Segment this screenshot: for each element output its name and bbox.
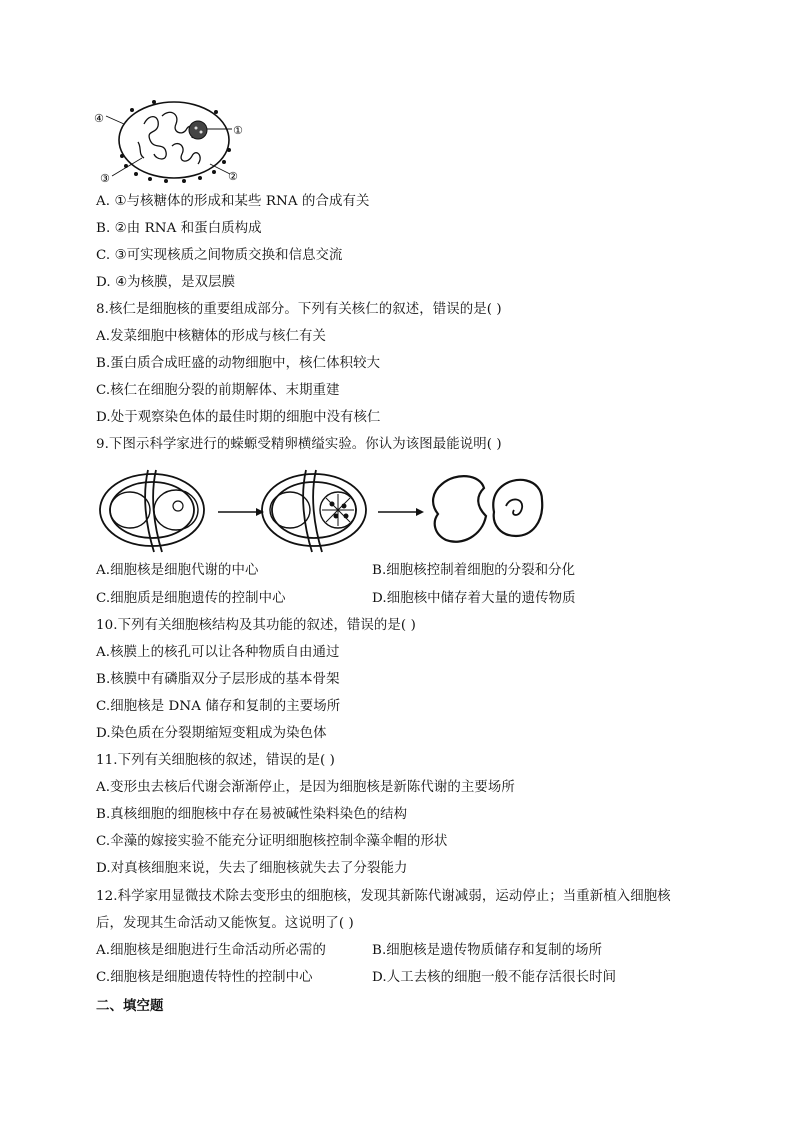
- q7-option-d: D. ④为核膜，是双层膜: [96, 275, 236, 290]
- q11-stem: 11.下列有关细胞核的叙述，错误的是( ): [96, 753, 335, 768]
- label-2: ②: [228, 170, 238, 183]
- q8-option-a: A.发菜细胞中核糖体的形成与核仁有关: [96, 329, 326, 344]
- section-heading-fill-in: 二、填空题: [96, 998, 164, 1014]
- label-3: ③: [100, 172, 110, 185]
- q9-option-d: D.细胞核中储存着大量的遗传物质: [372, 591, 576, 606]
- q12-option-d: D.人工去核的细胞一般不能存活很长时间: [372, 970, 617, 985]
- q8-option-b: B.蛋白质合成旺盛的动物细胞中，核仁体积较大: [96, 356, 381, 371]
- q11-option-c: C.伞藻的嫁接实验不能充分证明细胞核控制伞藻伞帽的形状: [96, 834, 448, 849]
- q11-option-d: D.对真核细胞来说，失去了细胞核就失去了分裂能力: [96, 861, 408, 876]
- q12-option-c: C.细胞核是细胞遗传特性的控制中心: [96, 970, 313, 985]
- q12-stem-line2: 后，发现其生命活动又能恢复。这说明了( ): [96, 916, 354, 931]
- q9-option-a: A.细胞核是细胞代谢的中心: [96, 563, 259, 578]
- nucleus-structure-figure: [92, 94, 262, 186]
- q7-option-a: A. ①与核糖体的形成和某些 RNA 的合成有关: [96, 194, 370, 209]
- q10-option-b: B.核膜中有磷脂双分子层形成的基本骨架: [96, 672, 340, 687]
- label-4: ④: [94, 112, 104, 125]
- q12-option-a: A.细胞核是细胞进行生命活动所必需的: [96, 943, 326, 958]
- q12-stem-line1: 12.科学家用显微技术除去变形虫的细胞核，发现其新陈代谢减弱，运动停止；当重新植入细胞核: [96, 889, 671, 904]
- q9-stem: 9.下图示科学家进行的蝾螈受精卵横缢实验。你认为该图最能说明( ): [96, 437, 502, 452]
- q8-stem: 8.核仁是细胞核的重要组成部分。下列有关核仁的叙述，错误的是( ): [96, 302, 502, 317]
- q12-option-b: B.细胞核是遗传物质储存和复制的场所: [372, 943, 603, 958]
- q9-option-c: C.细胞质是细胞遗传的控制中心: [96, 591, 286, 606]
- q8-option-c: C.核仁在细胞分裂的前期解体、末期重建: [96, 383, 340, 398]
- q7-option-b: B. ②由 RNA 和蛋白质构成: [96, 221, 262, 236]
- q11-option-a: A.变形虫去核后代谢会渐渐停止，是因为细胞核是新陈代谢的主要场所: [96, 780, 515, 795]
- q8-option-d: D.处于观察染色体的最佳时期的细胞中没有核仁: [96, 410, 381, 425]
- q10-option-c: C.细胞核是 DNA 储存和复制的主要场所: [96, 699, 341, 714]
- q7-option-c: C. ③可实现核质之间物质交换和信息交流: [96, 248, 343, 263]
- q10-option-d: D.染色质在分裂期缩短变粗成为染色体: [96, 726, 327, 741]
- q11-option-b: B.真核细胞的细胞核中存在易被碱性染料染色的结构: [96, 807, 408, 822]
- q9-option-b: B.细胞核控制着细胞的分裂和分化: [372, 563, 576, 578]
- label-1: ①: [233, 124, 243, 137]
- newt-egg-ligation-figure: [96, 466, 546, 558]
- q10-option-a: A.核膜上的核孔可以让各种物质自由通过: [96, 645, 340, 660]
- q10-stem: 10.下列有关细胞核结构及其功能的叙述，错误的是( ): [96, 618, 416, 633]
